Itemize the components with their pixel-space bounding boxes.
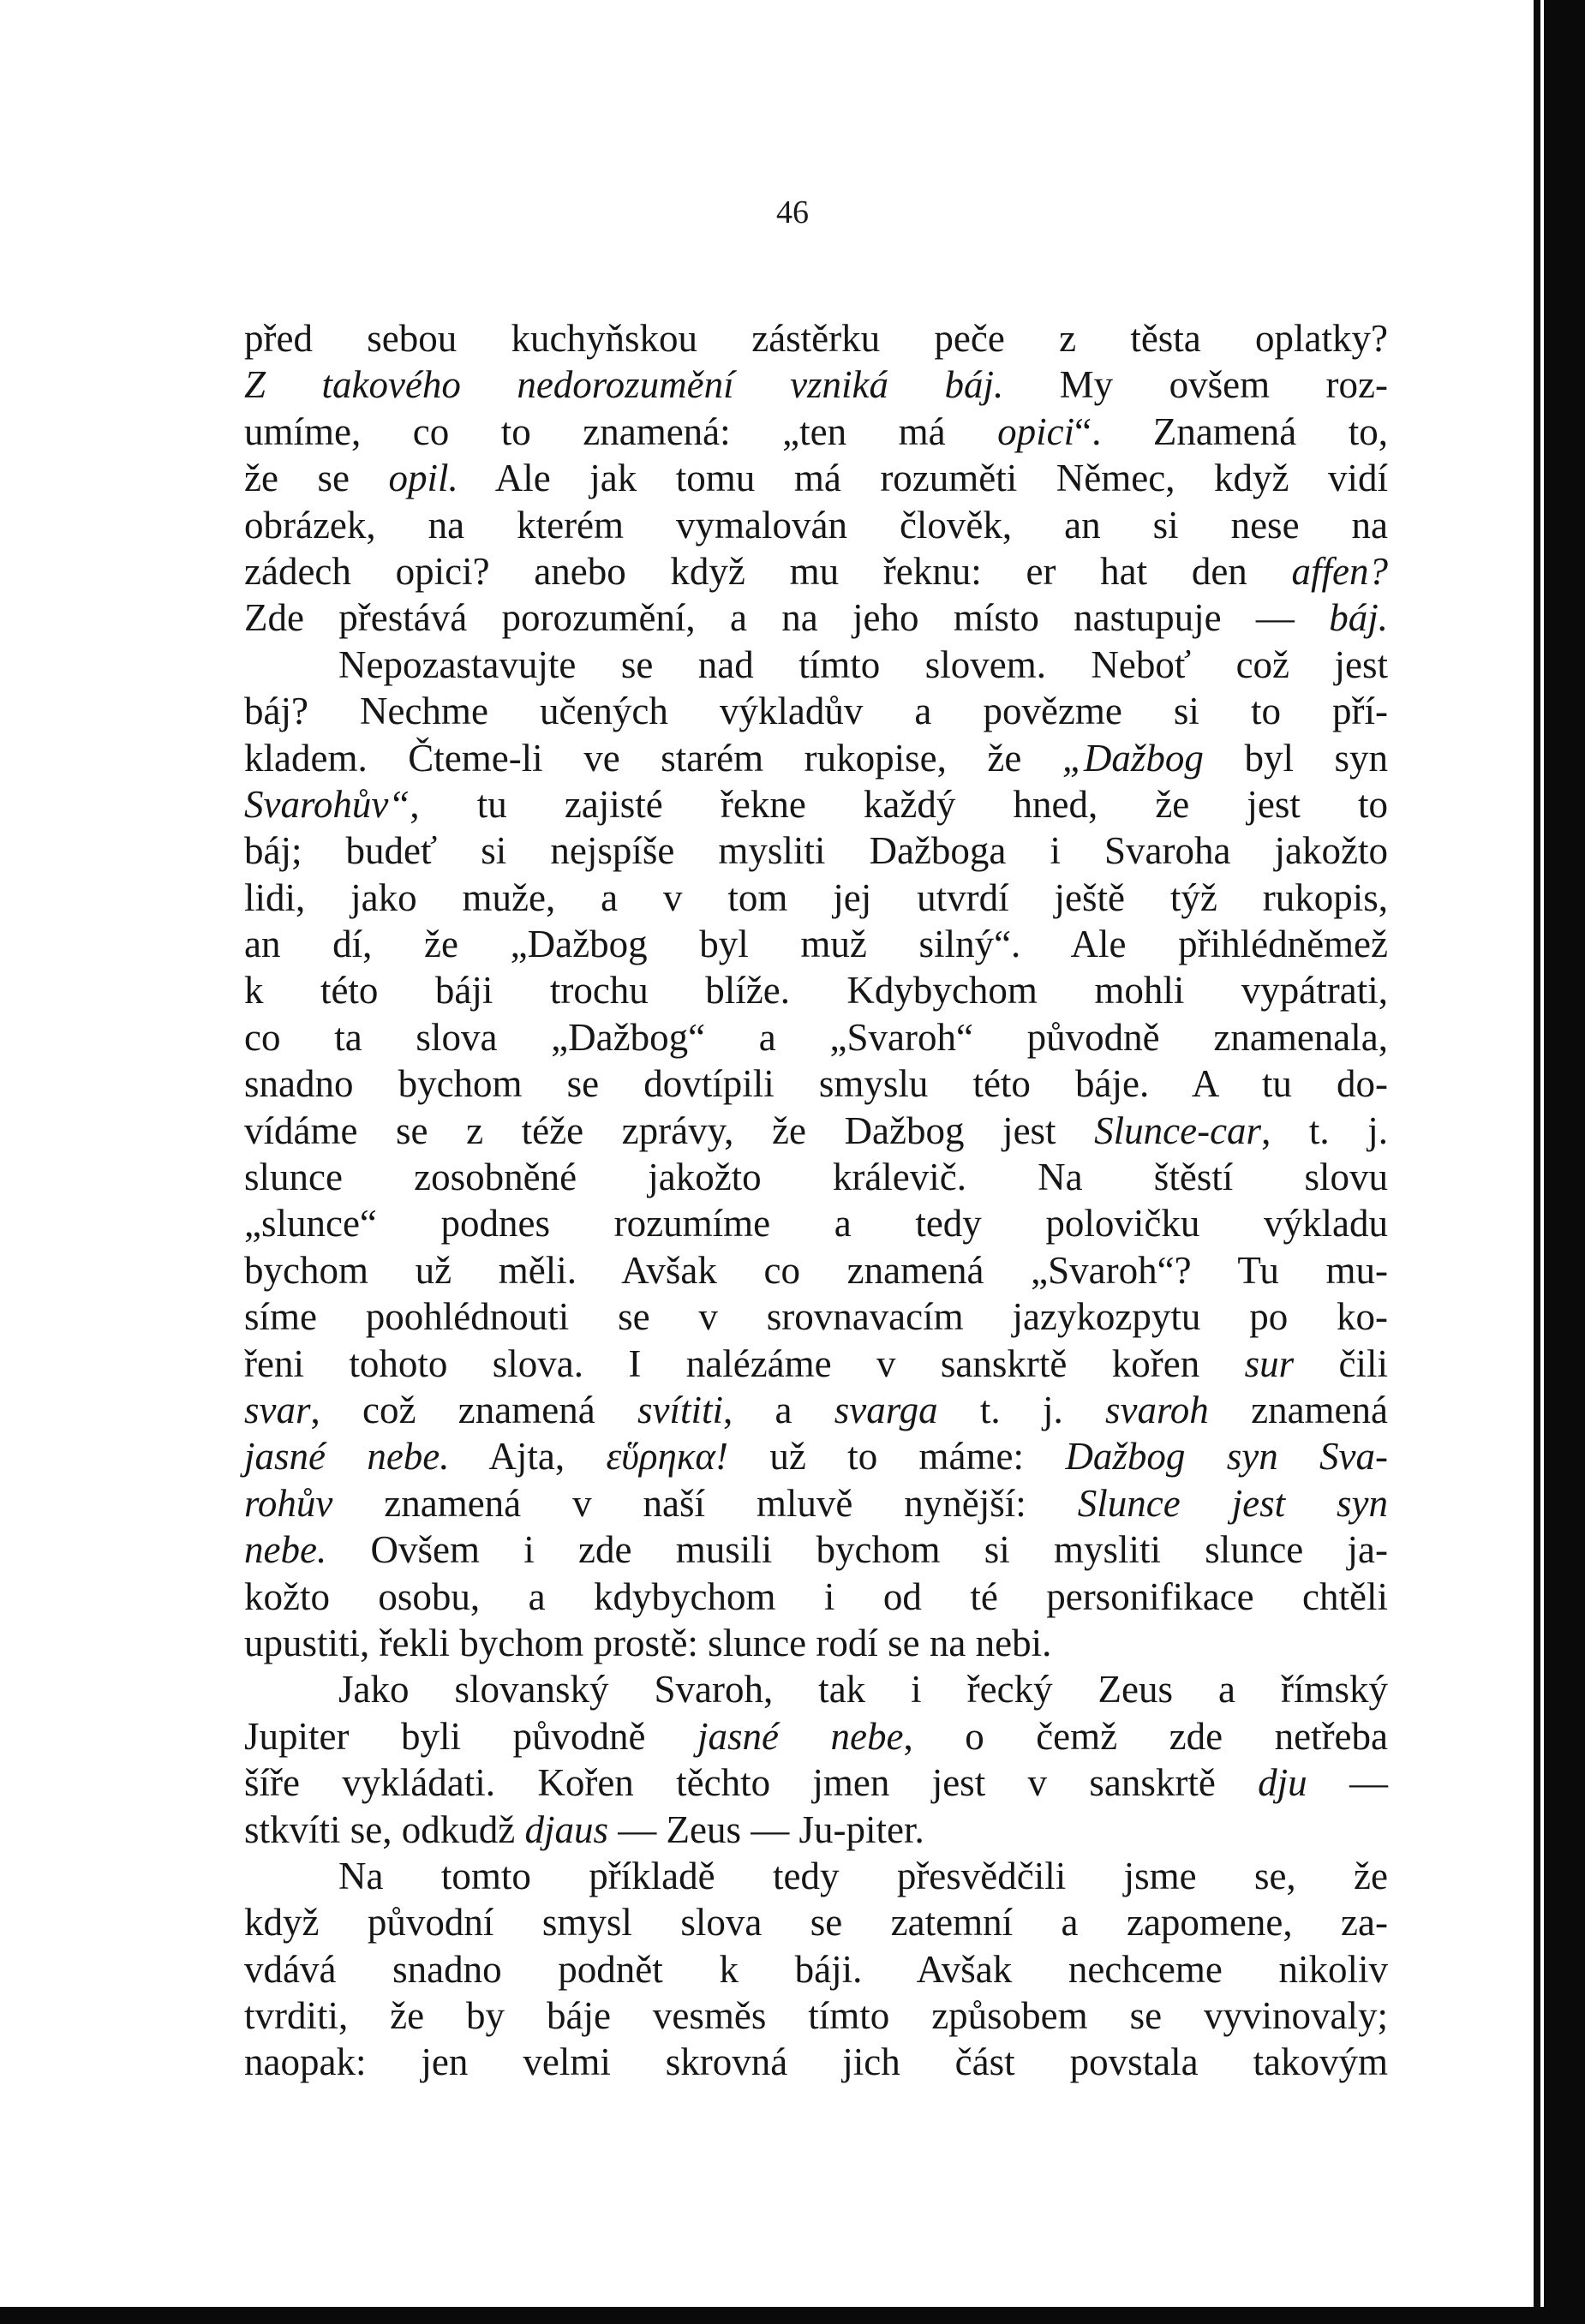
text-segment: řeni tohoto slova. I nalézáme v sanskrtě kořen: [244, 1341, 1245, 1385]
text-segment: , tu zajisté řekne každý hned, že jest to: [410, 782, 1388, 826]
text-segment: Na tomto příkladě tedy přesvědčili jsme se, že: [338, 1854, 1388, 1897]
text-line: [244, 1341, 1388, 1387]
text-segment: naopak: jen velmi skrovná jich část povstala takovým: [244, 2040, 1388, 2084]
text-segment: kladem. Čteme-li ve starém rukopise, že: [244, 736, 1062, 780]
page-edge-line: [1540, 0, 1544, 2324]
text-segment: “. Znamená to,: [1074, 409, 1389, 453]
italic-text: rohův: [244, 1481, 333, 1525]
text-line: [244, 1992, 1388, 2039]
text-line: [244, 642, 1388, 688]
text-segment: lidi, jako muže, a v tom jej utvrdí ještě týž rukopis,: [244, 875, 1388, 919]
text-segment: —: [1307, 1761, 1389, 1805]
italic-text: εὕρηκα!: [606, 1435, 729, 1479]
scan-edge-bottom: [0, 2307, 1585, 2324]
text-line: [244, 1433, 1388, 1479]
text-line: [244, 688, 1388, 734]
text-segment: umíme, co to znamená: „ten má: [244, 409, 998, 453]
text-line: [244, 1526, 1388, 1573]
text-line: [244, 967, 1388, 1013]
text-line: [244, 1899, 1388, 1945]
italic-text: affen?: [1291, 549, 1388, 593]
text-segment: že se: [244, 457, 389, 500]
text-segment: k této báji trochu blíže. Kdybychom mohli vypátrati,: [244, 969, 1388, 1013]
text-segment: , o čemž zde netřeba: [903, 1714, 1388, 1758]
text-segment: byl syn: [1203, 736, 1388, 780]
text-segment: Ajta,: [449, 1435, 607, 1479]
text-segment: Zde přestává porozumění, a na jeho místo nastupuje —: [244, 596, 1330, 640]
text-segment: , t. j.: [1261, 1108, 1388, 1152]
text-segment: „slunce“ podnes rozumíme a tedy polovičku výkladu: [244, 1202, 1388, 1246]
text-segment: — Zeus — Ju-piter.: [608, 1807, 924, 1851]
text-line: [244, 502, 1388, 548]
text-line: [244, 1807, 1388, 1853]
text-segment: báj? Nechme učených výkladův a povězme si to pří-: [244, 690, 1388, 733]
text-line: [244, 1060, 1388, 1107]
italic-text: svar: [244, 1388, 311, 1431]
italic-text: djaus: [524, 1807, 608, 1851]
text-segment: znamená: [1208, 1388, 1388, 1431]
italic-text: sur: [1244, 1341, 1295, 1385]
text-segment: znamená v naší mluvě nynější:: [332, 1481, 1078, 1525]
italic-text: opil.: [388, 457, 458, 500]
text-line: [244, 1759, 1388, 1806]
text-segment: , což znamená: [310, 1388, 637, 1431]
text-segment: snadno bychom se dovtípili smyslu této báje. A tu do-: [244, 1062, 1388, 1106]
text-line: [244, 1247, 1388, 1293]
text-segment: stkvíti se, odkudž: [244, 1807, 525, 1851]
text-line: [244, 409, 1388, 455]
text-line: [244, 1666, 1388, 1712]
text-segment: upustiti, řekli bychom prostě: slunce rodí se na nebi.: [244, 1621, 1052, 1664]
text-segment: Nepozastavujte se nad tímto slovem. Neboť což jest: [338, 642, 1388, 686]
text-segment: už to máme:: [728, 1435, 1066, 1479]
text-line: [244, 1946, 1388, 1992]
text-segment: an dí, že „Dažbog byl muž silný“. Ale přihlédněmež: [244, 923, 1388, 966]
italic-text: Dažbog syn Sva-: [1065, 1435, 1388, 1479]
text-line: [244, 548, 1388, 594]
italic-text: Svarohův“: [244, 782, 410, 826]
text-line: [244, 361, 1388, 408]
text-line: [244, 2039, 1388, 2085]
text-segment: báj; budeť si nejspíše mysliti Dažboga i Svaroha jakožto: [244, 829, 1388, 873]
text-line: [244, 1387, 1388, 1433]
italic-text: svarga: [834, 1388, 938, 1431]
text-segment: před sebou kuchyňskou zástěrku peče z těsta oplatky?: [244, 317, 1388, 360]
italic-text: Slunce jest syn: [1077, 1481, 1388, 1525]
text-segment: Jako slovanský Svaroh, tak i řecký Zeus a římský: [338, 1668, 1388, 1712]
text-line: [244, 921, 1388, 967]
italic-text: nebe.: [244, 1528, 327, 1572]
text-segment: čili: [1294, 1341, 1388, 1385]
text-segment: zádech opici? anebo když mu řeknu: er hat den: [244, 549, 1292, 593]
text-line: [244, 1480, 1388, 1526]
text-segment: Ovšem i zde musili bychom si mysliti slunce ja-: [326, 1528, 1388, 1572]
italic-text: Slunce-car: [1094, 1108, 1262, 1152]
italic-text: báj.: [1329, 596, 1388, 640]
text-line: [244, 1853, 1388, 1899]
text-segment: vdává snadno podnět k báji. Avšak nechceme nikoliv: [244, 1947, 1388, 1991]
body-text: [244, 315, 1388, 2086]
text-segment: co ta slova „Dažbog“ a „Svaroh“ původně znamenala,: [244, 1015, 1388, 1059]
text-line: [244, 875, 1388, 921]
italic-text: „Dažbog: [1062, 736, 1204, 780]
text-line: [244, 1154, 1388, 1200]
text-line: [244, 594, 1388, 641]
text-line: [244, 1574, 1388, 1620]
italic-text: svítiti: [637, 1388, 723, 1431]
text-line: [244, 1620, 1388, 1666]
text-segment: vídáme se z téže zprávy, že Dažbog jest: [244, 1108, 1095, 1152]
text-line: [244, 315, 1388, 361]
text-line: [244, 455, 1388, 501]
text-segment: tvrditi, že by báje vesměs tímto způsobem se vyvinovaly;: [244, 1994, 1388, 2038]
text-segment: Jupiter byli původně: [244, 1714, 697, 1758]
text-segment: síme poohlédnouti se v srovnavacím jazykozpytu po ko-: [244, 1295, 1388, 1339]
text-segment: , a: [722, 1388, 834, 1431]
text-segment: My ovšem roz-: [1003, 363, 1388, 407]
text-line: [244, 781, 1388, 827]
text-segment: bychom už měli. Avšak co znamená „Svaroh“? Tu mu-: [244, 1248, 1388, 1292]
text-segment: kožto osobu, a kdybychom i od té personifikace chtěli: [244, 1574, 1388, 1618]
text-segment: šíře vykládati. Kořen těchto jmen jest v sanskrtě: [244, 1761, 1259, 1805]
text-line: [244, 735, 1388, 781]
text-segment: obrázek, na kterém vymalován člověk, an si nese na: [244, 503, 1388, 547]
text-line: [244, 1713, 1388, 1759]
text-segment: t. j.: [937, 1388, 1105, 1431]
text-segment: když původní smysl slova se zatemní a zapomene, za-: [244, 1901, 1388, 1945]
text-segment: slunce zosobněné jakožto králevič. Na štěstí slovu: [244, 1156, 1388, 1199]
page-number: 46: [776, 194, 809, 230]
text-line: [244, 827, 1388, 874]
text-segment: Ale jak tomu má rozuměti Němec, když vidí: [458, 457, 1388, 500]
italic-text: dju: [1258, 1761, 1307, 1805]
italic-text: jasné nebe: [697, 1714, 904, 1758]
italic-text: svaroh: [1104, 1388, 1209, 1431]
text-line: [244, 1108, 1388, 1154]
italic-text: opici: [997, 409, 1075, 453]
text-line: [244, 1293, 1388, 1340]
text-line: [244, 1014, 1388, 1060]
italic-text: jasné nebe.: [244, 1435, 450, 1479]
text-line: [244, 1200, 1388, 1246]
italic-text: Z takového nedorozumění vzniká báj.: [244, 363, 1004, 407]
